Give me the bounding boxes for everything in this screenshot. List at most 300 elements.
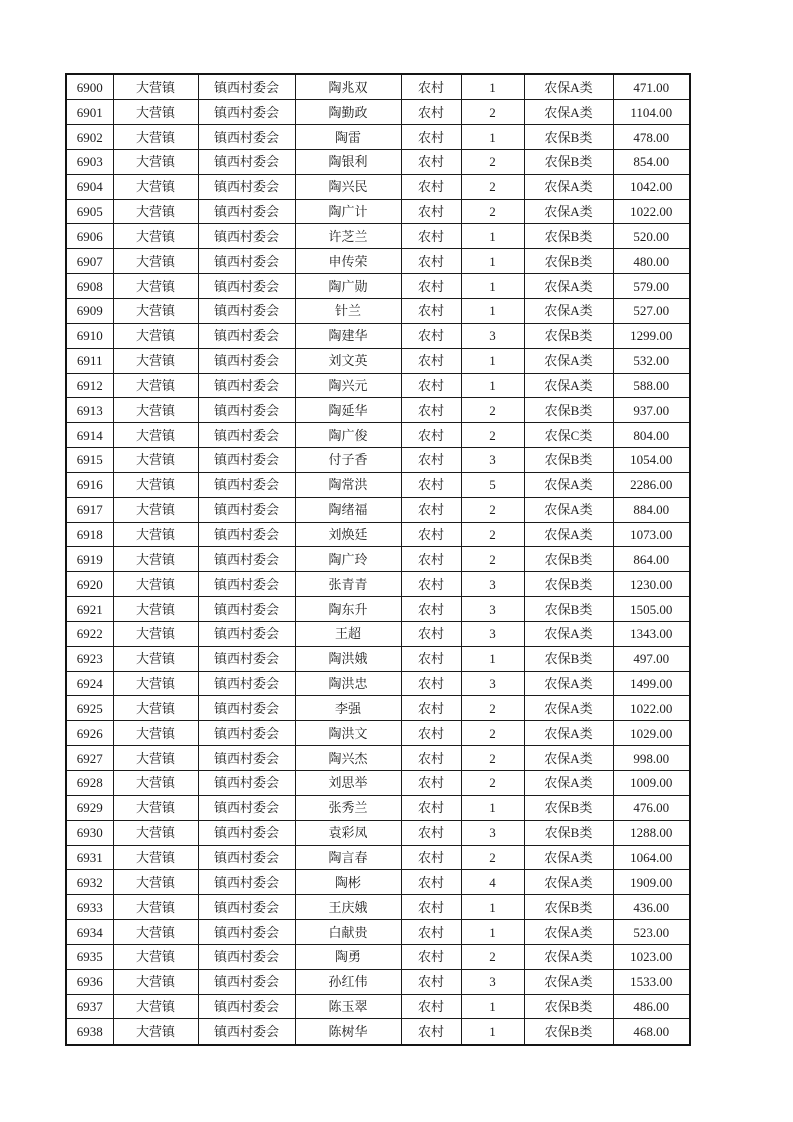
cell-amount: 523.00: [613, 920, 690, 945]
table-row: [66, 199, 690, 224]
table-row: [66, 820, 690, 845]
insurance-roster-table: [65, 73, 691, 1046]
table-row: [66, 174, 690, 199]
cell-insurance-category: 农保B类: [524, 249, 613, 274]
cell-name: 袁彩凤: [295, 820, 401, 845]
cell-name: 陶洪娥: [295, 646, 401, 671]
cell-village-committee: 镇西村委会: [198, 646, 295, 671]
cell-village-committee: 镇西村委会: [198, 373, 295, 398]
cell-insurance-category: 农保A类: [524, 373, 613, 398]
cell-insurance-category: 农保A类: [524, 472, 613, 497]
cell-person-count: 3: [461, 597, 524, 622]
cell-town: 大营镇: [113, 621, 198, 646]
cell-village-committee: 镇西村委会: [198, 820, 295, 845]
cell-amount: 1533.00: [613, 969, 690, 994]
cell-amount: 937.00: [613, 398, 690, 423]
table-row: [66, 298, 690, 323]
cell-residence-type: 农村: [401, 274, 461, 299]
cell-serial: 6935: [66, 944, 113, 969]
cell-residence-type: 农村: [401, 100, 461, 125]
cell-town: 大营镇: [113, 373, 198, 398]
cell-village-committee: 镇西村委会: [198, 448, 295, 473]
cell-insurance-category: 农保B类: [524, 994, 613, 1019]
cell-insurance-category: 农保B类: [524, 820, 613, 845]
cell-amount: 884.00: [613, 497, 690, 522]
cell-serial: 6910: [66, 323, 113, 348]
cell-village-committee: 镇西村委会: [198, 969, 295, 994]
cell-person-count: 1: [461, 373, 524, 398]
cell-residence-type: 农村: [401, 348, 461, 373]
cell-village-committee: 镇西村委会: [198, 249, 295, 274]
cell-insurance-category: 农保B类: [524, 398, 613, 423]
cell-residence-type: 农村: [401, 771, 461, 796]
cell-village-committee: 镇西村委会: [198, 1019, 295, 1045]
cell-insurance-category: 农保A类: [524, 920, 613, 945]
cell-village-committee: 镇西村委会: [198, 174, 295, 199]
cell-amount: 1343.00: [613, 621, 690, 646]
cell-serial: 6911: [66, 348, 113, 373]
table-row: [66, 920, 690, 945]
cell-insurance-category: 农保B类: [524, 895, 613, 920]
cell-town: 大营镇: [113, 348, 198, 373]
cell-insurance-category: 农保B类: [524, 572, 613, 597]
cell-insurance-category: 农保A类: [524, 298, 613, 323]
cell-person-count: 1: [461, 895, 524, 920]
cell-serial: 6916: [66, 472, 113, 497]
cell-residence-type: 农村: [401, 1019, 461, 1045]
cell-amount: 1909.00: [613, 870, 690, 895]
cell-amount: 1104.00: [613, 100, 690, 125]
cell-village-committee: 镇西村委会: [198, 845, 295, 870]
cell-insurance-category: 农保A类: [524, 870, 613, 895]
cell-insurance-category: 农保B类: [524, 646, 613, 671]
cell-insurance-category: 农保B类: [524, 795, 613, 820]
cell-serial: 6915: [66, 448, 113, 473]
cell-name: 陶常洪: [295, 472, 401, 497]
cell-town: 大营镇: [113, 771, 198, 796]
cell-name: 陶兴杰: [295, 746, 401, 771]
cell-residence-type: 农村: [401, 795, 461, 820]
cell-town: 大营镇: [113, 820, 198, 845]
cell-village-committee: 镇西村委会: [198, 398, 295, 423]
cell-name: 白献贵: [295, 920, 401, 945]
cell-residence-type: 农村: [401, 199, 461, 224]
cell-residence-type: 农村: [401, 820, 461, 845]
cell-person-count: 2: [461, 199, 524, 224]
cell-serial: 6914: [66, 423, 113, 448]
cell-person-count: 2: [461, 771, 524, 796]
cell-person-count: 1: [461, 920, 524, 945]
table-row: [66, 373, 690, 398]
cell-residence-type: 农村: [401, 721, 461, 746]
cell-residence-type: 农村: [401, 522, 461, 547]
table-row: [66, 348, 690, 373]
cell-town: 大营镇: [113, 522, 198, 547]
cell-amount: 1299.00: [613, 323, 690, 348]
cell-insurance-category: 农保B类: [524, 323, 613, 348]
table-row: [66, 398, 690, 423]
cell-amount: 1288.00: [613, 820, 690, 845]
cell-name: 陶绪福: [295, 497, 401, 522]
table-row: [66, 100, 690, 125]
cell-village-committee: 镇西村委会: [198, 795, 295, 820]
table-row: [66, 944, 690, 969]
cell-insurance-category: 农保A类: [524, 100, 613, 125]
cell-town: 大营镇: [113, 448, 198, 473]
cell-insurance-category: 农保A类: [524, 174, 613, 199]
cell-serial: 6926: [66, 721, 113, 746]
cell-name: 陶广玲: [295, 547, 401, 572]
cell-person-count: 4: [461, 870, 524, 895]
cell-residence-type: 农村: [401, 472, 461, 497]
cell-village-committee: 镇西村委会: [198, 920, 295, 945]
cell-name: 陶彬: [295, 870, 401, 895]
table-row: [66, 621, 690, 646]
cell-town: 大营镇: [113, 572, 198, 597]
cell-town: 大营镇: [113, 696, 198, 721]
cell-person-count: 2: [461, 522, 524, 547]
cell-person-count: 3: [461, 323, 524, 348]
table-row: [66, 795, 690, 820]
cell-village-committee: 镇西村委会: [198, 149, 295, 174]
cell-residence-type: 农村: [401, 572, 461, 597]
cell-village-committee: 镇西村委会: [198, 746, 295, 771]
cell-insurance-category: 农保A类: [524, 621, 613, 646]
cell-name: 王庆娥: [295, 895, 401, 920]
cell-town: 大营镇: [113, 721, 198, 746]
cell-residence-type: 农村: [401, 224, 461, 249]
cell-name: 陶东升: [295, 597, 401, 622]
cell-serial: 6936: [66, 969, 113, 994]
cell-village-committee: 镇西村委会: [198, 423, 295, 448]
cell-village-committee: 镇西村委会: [198, 671, 295, 696]
cell-serial: 6912: [66, 373, 113, 398]
cell-serial: 6924: [66, 671, 113, 696]
cell-person-count: 1: [461, 224, 524, 249]
cell-serial: 6901: [66, 100, 113, 125]
cell-amount: 1230.00: [613, 572, 690, 597]
cell-serial: 6904: [66, 174, 113, 199]
table-row: [66, 323, 690, 348]
cell-serial: 6931: [66, 845, 113, 870]
cell-village-committee: 镇西村委会: [198, 125, 295, 150]
cell-serial: 6905: [66, 199, 113, 224]
cell-person-count: 3: [461, 969, 524, 994]
table-row: [66, 969, 690, 994]
cell-village-committee: 镇西村委会: [198, 870, 295, 895]
cell-village-committee: 镇西村委会: [198, 100, 295, 125]
cell-person-count: 3: [461, 448, 524, 473]
cell-person-count: 1: [461, 348, 524, 373]
cell-serial: 6909: [66, 298, 113, 323]
cell-town: 大营镇: [113, 249, 198, 274]
table-row: [66, 224, 690, 249]
table-row: [66, 721, 690, 746]
cell-village-committee: 镇西村委会: [198, 994, 295, 1019]
table-row: [66, 472, 690, 497]
table-row: [66, 696, 690, 721]
cell-name: 陈树华: [295, 1019, 401, 1045]
cell-town: 大营镇: [113, 472, 198, 497]
cell-village-committee: 镇西村委会: [198, 771, 295, 796]
cell-name: 陶建华: [295, 323, 401, 348]
table-row: [66, 646, 690, 671]
cell-serial: 6917: [66, 497, 113, 522]
cell-serial: 6902: [66, 125, 113, 150]
cell-name: 刘焕廷: [295, 522, 401, 547]
cell-town: 大营镇: [113, 746, 198, 771]
cell-serial: 6927: [66, 746, 113, 771]
cell-person-count: 2: [461, 944, 524, 969]
cell-amount: 478.00: [613, 125, 690, 150]
table-row: [66, 423, 690, 448]
cell-name: 陶勤政: [295, 100, 401, 125]
cell-amount: 480.00: [613, 249, 690, 274]
cell-town: 大营镇: [113, 646, 198, 671]
cell-residence-type: 农村: [401, 423, 461, 448]
cell-person-count: 2: [461, 721, 524, 746]
cell-insurance-category: 农保A类: [524, 274, 613, 299]
cell-name: 针兰: [295, 298, 401, 323]
cell-town: 大营镇: [113, 174, 198, 199]
cell-serial: 6903: [66, 149, 113, 174]
cell-amount: 1064.00: [613, 845, 690, 870]
cell-town: 大营镇: [113, 149, 198, 174]
cell-insurance-category: 农保A类: [524, 74, 613, 100]
cell-amount: 436.00: [613, 895, 690, 920]
cell-insurance-category: 农保A类: [524, 746, 613, 771]
cell-amount: 2286.00: [613, 472, 690, 497]
cell-amount: 532.00: [613, 348, 690, 373]
cell-name: 陶广计: [295, 199, 401, 224]
cell-serial: 6907: [66, 249, 113, 274]
cell-name: 许芝兰: [295, 224, 401, 249]
cell-insurance-category: 农保A类: [524, 497, 613, 522]
cell-amount: 1499.00: [613, 671, 690, 696]
cell-town: 大营镇: [113, 224, 198, 249]
cell-name: 陶兆双: [295, 74, 401, 100]
cell-village-committee: 镇西村委会: [198, 323, 295, 348]
cell-serial: 6933: [66, 895, 113, 920]
cell-town: 大营镇: [113, 125, 198, 150]
cell-insurance-category: 农保A类: [524, 845, 613, 870]
cell-person-count: 1: [461, 795, 524, 820]
cell-name: 陶广勋: [295, 274, 401, 299]
cell-town: 大营镇: [113, 100, 198, 125]
cell-residence-type: 农村: [401, 845, 461, 870]
cell-insurance-category: 农保B类: [524, 224, 613, 249]
cell-serial: 6938: [66, 1019, 113, 1045]
cell-name: 李强: [295, 696, 401, 721]
cell-residence-type: 农村: [401, 920, 461, 945]
cell-town: 大营镇: [113, 994, 198, 1019]
cell-town: 大营镇: [113, 795, 198, 820]
cell-residence-type: 农村: [401, 870, 461, 895]
cell-residence-type: 农村: [401, 323, 461, 348]
cell-residence-type: 农村: [401, 373, 461, 398]
table-row: [66, 522, 690, 547]
cell-serial: 6925: [66, 696, 113, 721]
cell-residence-type: 农村: [401, 994, 461, 1019]
cell-person-count: 1: [461, 274, 524, 299]
cell-village-committee: 镇西村委会: [198, 348, 295, 373]
cell-town: 大营镇: [113, 1019, 198, 1045]
cell-town: 大营镇: [113, 944, 198, 969]
cell-name: 陶言春: [295, 845, 401, 870]
cell-name: 陶洪忠: [295, 671, 401, 696]
table-row: [66, 771, 690, 796]
table-row: [66, 895, 690, 920]
cell-town: 大营镇: [113, 671, 198, 696]
cell-town: 大营镇: [113, 199, 198, 224]
cell-residence-type: 农村: [401, 249, 461, 274]
cell-village-committee: 镇西村委会: [198, 472, 295, 497]
cell-person-count: 1: [461, 994, 524, 1019]
cell-village-committee: 镇西村委会: [198, 572, 295, 597]
cell-village-committee: 镇西村委会: [198, 74, 295, 100]
cell-amount: 804.00: [613, 423, 690, 448]
cell-person-count: 5: [461, 472, 524, 497]
table-row: [66, 1019, 690, 1045]
cell-person-count: 3: [461, 820, 524, 845]
cell-village-committee: 镇西村委会: [198, 621, 295, 646]
table-row: [66, 125, 690, 150]
cell-amount: 854.00: [613, 149, 690, 174]
cell-village-committee: 镇西村委会: [198, 597, 295, 622]
cell-serial: 6937: [66, 994, 113, 1019]
cell-person-count: 2: [461, 149, 524, 174]
cell-name: 陶勇: [295, 944, 401, 969]
cell-name: 刘思举: [295, 771, 401, 796]
cell-residence-type: 农村: [401, 547, 461, 572]
cell-residence-type: 农村: [401, 125, 461, 150]
cell-town: 大营镇: [113, 895, 198, 920]
cell-village-committee: 镇西村委会: [198, 497, 295, 522]
cell-residence-type: 农村: [401, 671, 461, 696]
cell-residence-type: 农村: [401, 746, 461, 771]
cell-serial: 6923: [66, 646, 113, 671]
cell-town: 大营镇: [113, 323, 198, 348]
cell-person-count: 3: [461, 572, 524, 597]
cell-insurance-category: 农保B类: [524, 149, 613, 174]
cell-person-count: 3: [461, 621, 524, 646]
cell-insurance-category: 农保A类: [524, 771, 613, 796]
cell-village-committee: 镇西村委会: [198, 895, 295, 920]
cell-amount: 1042.00: [613, 174, 690, 199]
cell-serial: 6900: [66, 74, 113, 100]
cell-person-count: 2: [461, 497, 524, 522]
cell-residence-type: 农村: [401, 969, 461, 994]
table-row: [66, 149, 690, 174]
cell-insurance-category: 农保B类: [524, 448, 613, 473]
cell-person-count: 2: [461, 398, 524, 423]
cell-amount: 486.00: [613, 994, 690, 1019]
cell-insurance-category: 农保A类: [524, 721, 613, 746]
cell-name: 陶兴民: [295, 174, 401, 199]
cell-serial: 6922: [66, 621, 113, 646]
cell-name: 陶延华: [295, 398, 401, 423]
cell-amount: 864.00: [613, 547, 690, 572]
cell-name: 张青青: [295, 572, 401, 597]
cell-serial: 6918: [66, 522, 113, 547]
cell-town: 大营镇: [113, 870, 198, 895]
table-row: [66, 249, 690, 274]
cell-person-count: 1: [461, 249, 524, 274]
cell-name: 陶雷: [295, 125, 401, 150]
cell-residence-type: 农村: [401, 398, 461, 423]
cell-insurance-category: 农保C类: [524, 423, 613, 448]
cell-village-committee: 镇西村委会: [198, 696, 295, 721]
cell-residence-type: 农村: [401, 895, 461, 920]
cell-village-committee: 镇西村委会: [198, 944, 295, 969]
cell-serial: 6919: [66, 547, 113, 572]
cell-residence-type: 农村: [401, 298, 461, 323]
cell-person-count: 2: [461, 423, 524, 448]
cell-person-count: 2: [461, 696, 524, 721]
cell-insurance-category: 农保A类: [524, 522, 613, 547]
cell-village-committee: 镇西村委会: [198, 199, 295, 224]
cell-village-committee: 镇西村委会: [198, 298, 295, 323]
table-row: [66, 497, 690, 522]
table-body: [66, 74, 690, 1045]
cell-person-count: 2: [461, 845, 524, 870]
cell-person-count: 1: [461, 1019, 524, 1045]
cell-amount: 1023.00: [613, 944, 690, 969]
cell-person-count: 1: [461, 646, 524, 671]
cell-amount: 1022.00: [613, 199, 690, 224]
cell-serial: 6913: [66, 398, 113, 423]
cell-amount: 998.00: [613, 746, 690, 771]
cell-amount: 1029.00: [613, 721, 690, 746]
cell-insurance-category: 农保A类: [524, 696, 613, 721]
cell-amount: 1073.00: [613, 522, 690, 547]
cell-amount: 579.00: [613, 274, 690, 299]
cell-residence-type: 农村: [401, 448, 461, 473]
cell-serial: 6929: [66, 795, 113, 820]
cell-serial: 6921: [66, 597, 113, 622]
cell-name: 孙红伟: [295, 969, 401, 994]
cell-serial: 6920: [66, 572, 113, 597]
table-row: [66, 597, 690, 622]
cell-residence-type: 农村: [401, 944, 461, 969]
table-row: [66, 74, 690, 100]
table-row: [66, 994, 690, 1019]
table-row: [66, 448, 690, 473]
cell-serial: 6906: [66, 224, 113, 249]
cell-residence-type: 农村: [401, 497, 461, 522]
table-row: [66, 746, 690, 771]
cell-name: 王超: [295, 621, 401, 646]
cell-town: 大营镇: [113, 423, 198, 448]
cell-insurance-category: 农保A类: [524, 969, 613, 994]
cell-insurance-category: 农保B类: [524, 125, 613, 150]
cell-name: 陶洪文: [295, 721, 401, 746]
cell-amount: 476.00: [613, 795, 690, 820]
cell-insurance-category: 农保B类: [524, 547, 613, 572]
cell-town: 大营镇: [113, 497, 198, 522]
cell-town: 大营镇: [113, 398, 198, 423]
cell-town: 大营镇: [113, 298, 198, 323]
cell-town: 大营镇: [113, 597, 198, 622]
cell-person-count: 2: [461, 746, 524, 771]
table-row: [66, 572, 690, 597]
cell-person-count: 1: [461, 298, 524, 323]
cell-person-count: 1: [461, 125, 524, 150]
cell-insurance-category: 农保A类: [524, 671, 613, 696]
cell-name: 陶广俊: [295, 423, 401, 448]
cell-residence-type: 农村: [401, 149, 461, 174]
cell-name: 付子香: [295, 448, 401, 473]
